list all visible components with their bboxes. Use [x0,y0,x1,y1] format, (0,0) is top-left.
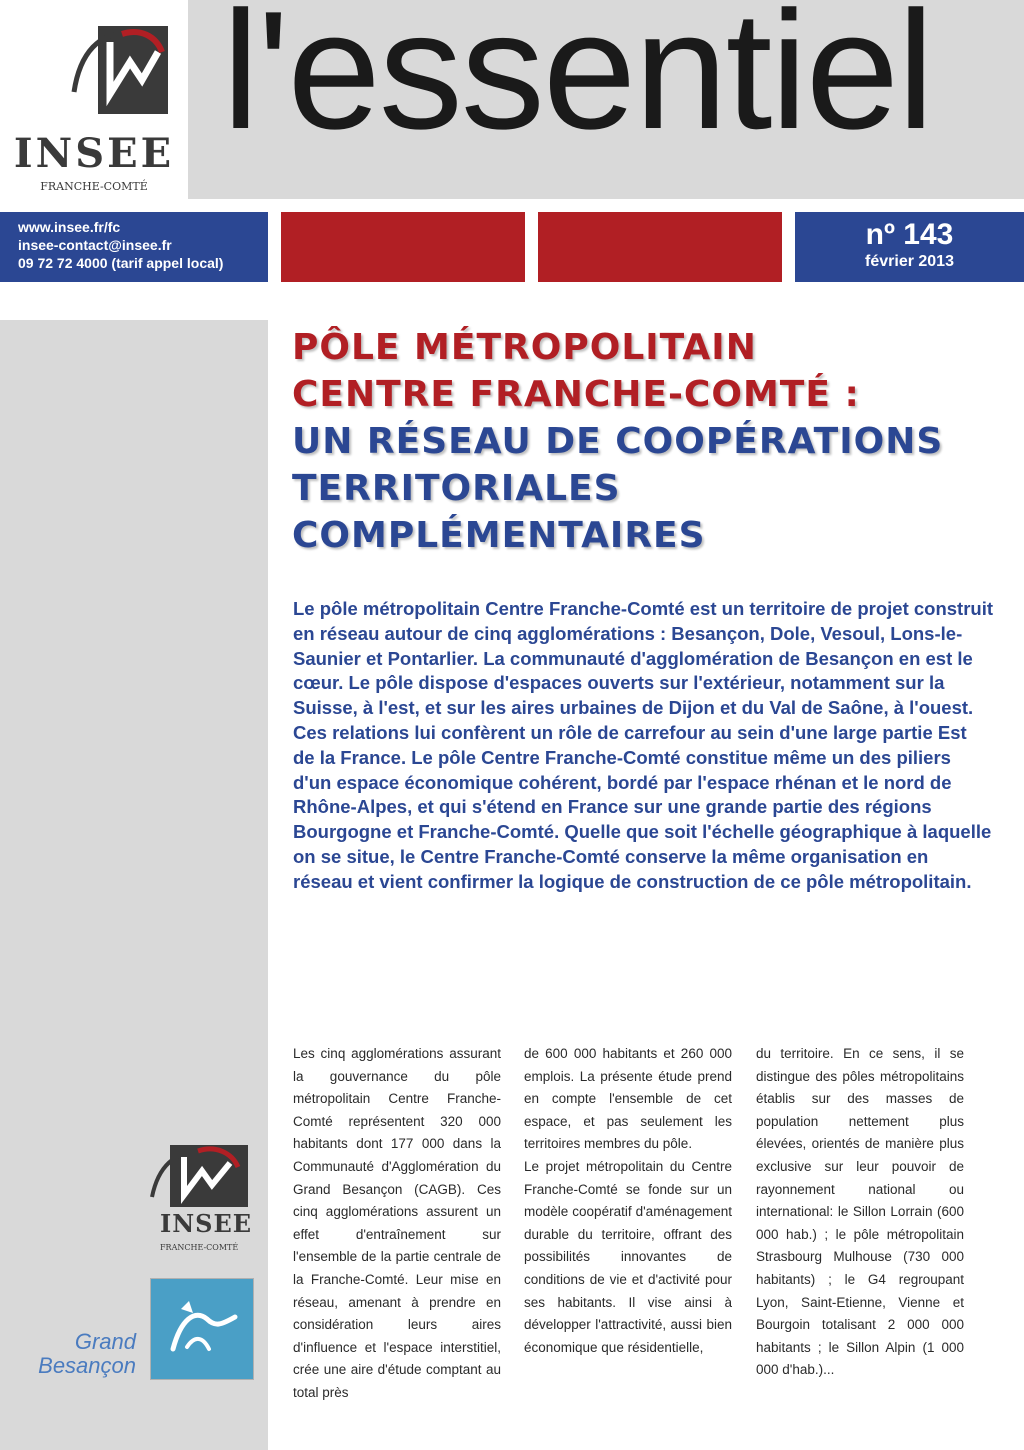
body-column-2 [524,1043,732,1359]
lead-paragraph [293,597,993,895]
body-paragraph: Le projet métropolitain du Centre Franche-Comté se fonde sur un modèle coopératif d'aménagement durable du territoire, offrant des possibilités innovantes de conditions de vie et d'activité pour ses habitants. Il vise ainsi à développer l'attractivité, aussi bien économique que résidentielle, [524,1158,732,1355]
insee-logo-mark-icon [70,22,170,122]
subtitle-line-1: UN RÉSEAU DE COOPÉRATIONS [292,421,944,462]
grand-besancon-line-2: Besançon [38,1353,136,1378]
article-title [292,324,1012,559]
body-column-1 [293,1043,501,1405]
insee-logo-small-text: INSEE [160,1209,253,1238]
insee-logo-text: INSEE [13,130,175,177]
email-link[interactable]: insee-contact@insee.fr [18,237,172,253]
body-column-3 [756,1043,964,1382]
masthead-title: l'essentiel [222,0,933,164]
insee-logo-region: FRANCHE-COMTÉ [40,180,148,193]
issue-bar [795,212,1024,282]
website-link[interactable]: www.insee.fr/fc [18,219,121,235]
red-band-right [538,212,782,282]
body-paragraph: du territoire. En ce sens, il se distingue des pôles métropolitains établis sur des masses de population nettement plus élevées, orientés de manière plus exclusive sur leur pouvoir de rayonnement national ou international: le Sillon Lorrain (600 000 hab.) ; le pôle métropolitain Strasbourg Mulhouse (730 000 habitants) ; le G4 regroupant Lyon, Saint-Etienne, Vienne et Bourgoin totalisant 2 000 000 habitants ; le Sillon Alpin (1 000 000 d'hab.)... [756,1046,964,1378]
insee-logo [0,0,188,199]
lead-text: Le pôle métropolitain Centre Franche-Comté est un territoire de projet construit en réseau autour de cinq agglomérations : Besançon, Dole, Vesoul, Lons-le-Saunier et Pontarlier. La communauté d'agglomération de Besançon en est le cœur. Le pôle dispose d'espaces ouverts sur l'extérieur, notamment sur la Suisse, à l'est, et sur les aires urbaines de Dijon et du Val de Saône, à l'ouest. Ces relations lui confèrent un rôle de carrefour au sein d'une large partie Est de la France. Le pôle Centre Franche-Comté constitue même un des piliers d'un espace économique cohérent, bordé par l'espace rhénan et le nord de Rhône-Alpes, et qui s'étend en France sur une grande partie des régions Bourgogne et Franche-Comté. Quelle que soit l'échelle géographique à laquelle on se situe, le Centre Franche-Comté conserve la même organisation en réseau et vient confirmer la logique de construction de ce pôle métropolitain. [293,598,994,892]
title-line-2: CENTRE FRANCHE-COMTÉ : [292,374,860,415]
title-line-1: PÔLE MÉTROPOLITAIN [292,327,757,368]
subtitle-line-2: TERRITORIALES COMPLÉMENTAIRES [292,468,706,556]
red-band-left [281,212,525,282]
body-paragraph: de 600 000 habitants et 260 000 emplois. La présente étude prend en compte l'ensemble de cet espace, et pas seulement les territoires membres du pôle. [524,1046,732,1152]
grand-besancon-line-1: Grand [74,1329,136,1354]
insee-logo-small-mark-icon [150,1143,250,1213]
body-paragraph: Les cinq agglomérations assurant la gouvernance du pôle métropolitain Centre Franche-Comté représentent 320 000 habitants dont 177 000 dans la Communauté d'Agglomération du Grand Besançon (CAGB). Ces cinq agglomérations assurent un effet d'entraînement sur l'ensemble de la partie centrale de la Franche-Comté. Leur mise en réseau, amenant à prendre en considération leurs aires d'influence et l'espace interstitiel, crée une aire d'étude comptant au total près [293,1046,501,1400]
grand-besancon-label [14,1330,136,1378]
insee-logo-small-region: FRANCHE-COMTÉ [160,1243,239,1252]
issue-date: février 2013 [865,253,954,270]
phone-number: 09 72 72 4000 (tarif appel local) [18,255,224,271]
grand-besancon-bird-icon [151,1279,253,1379]
contact-bar [0,212,268,282]
insee-logo-small [150,1143,253,1259]
grand-besancon-logo [150,1278,254,1380]
issue-number: nº 143 [865,218,954,251]
